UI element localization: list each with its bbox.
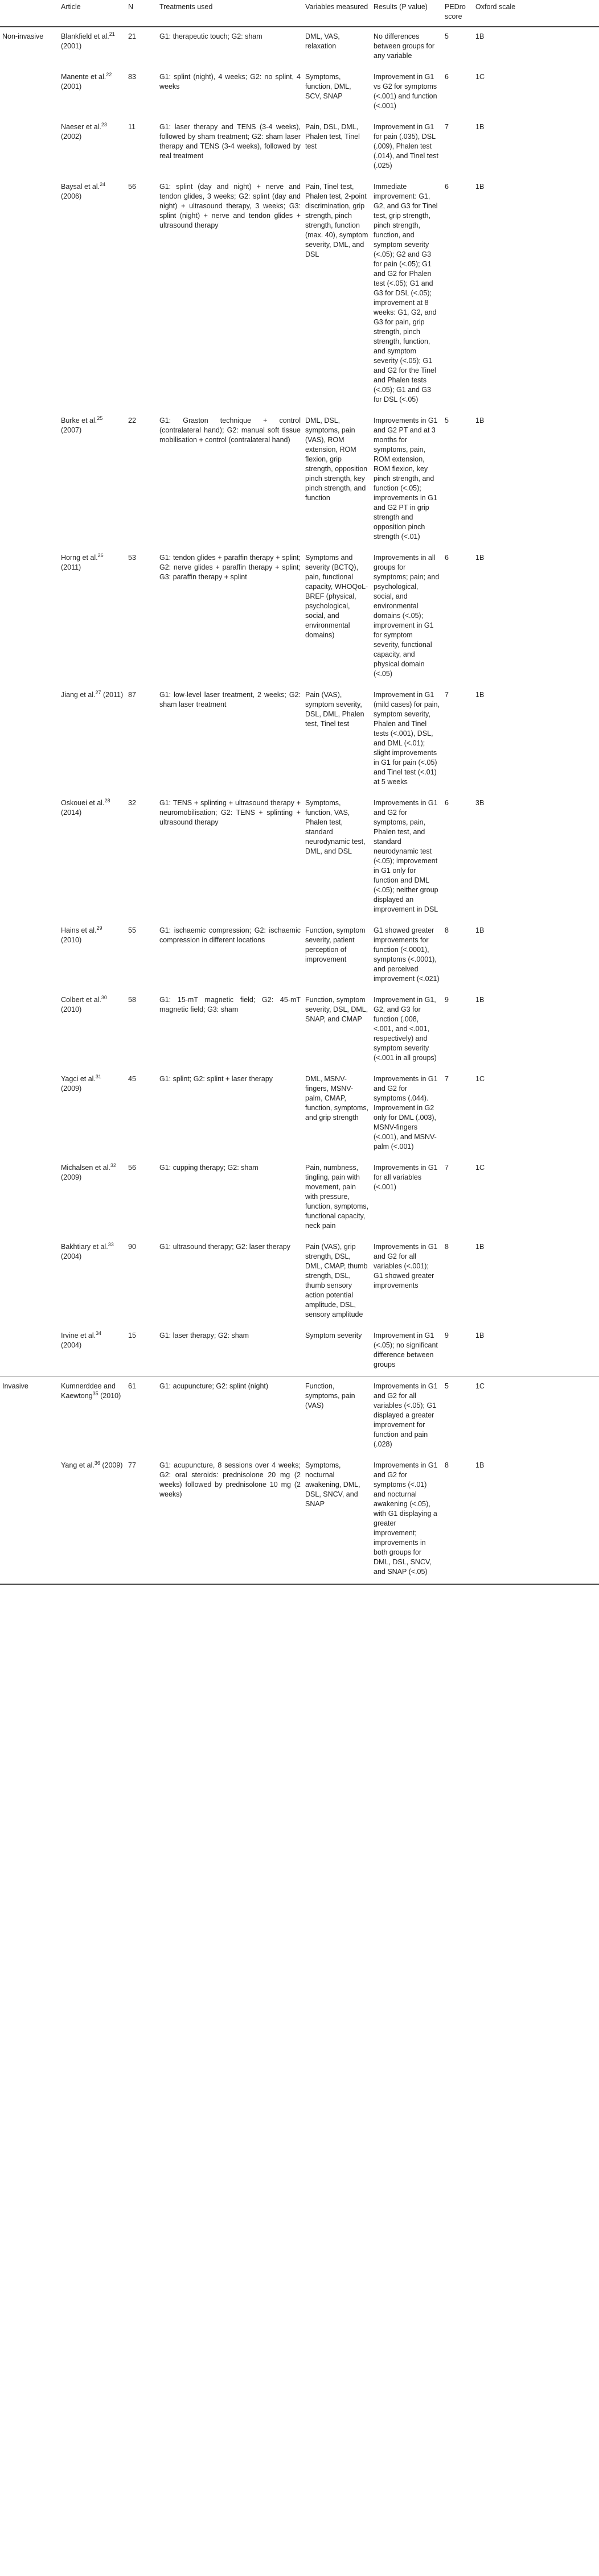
cell-variables: Pain (VAS), grip strength, DSL, DML, CMAP, thumb strength, DSL, thumb sensory action potential amplitude, DSL, sensory amplitude [305,1243,368,1318]
cell-group: Non-invasive [0,27,59,68]
cell-results: Improvements in all groups for symptoms; pain; and psychological, social, and environmental domains (<.05); improvement in G1 for symptom severity, functional capacity, and physical domain (<.05) [374,554,440,678]
article-year: (2006) [61,192,82,200]
article-year: (2009) [61,1085,82,1093]
cell-variables: Function, symptom severity, DSL, DML, SNAP, and CMAP [305,996,368,1023]
cell-variables: DML, VAS, relaxation [303,27,371,68]
table-row [0,794,599,921]
article-reference: 32 [110,1162,116,1168]
article-reference: 31 [95,1073,101,1079]
article-year: (2002) [61,133,82,141]
cell-results: Improvement in G1, G2, and G3 for function (.008, <.001, and <.001, respectively) and symptom severity (<.001 in all groups) [374,996,437,1062]
table-row [0,178,599,411]
cell-pedro: 6 [445,183,449,191]
cell-n: 22 [128,417,136,424]
cell-oxford: 1B [473,27,599,68]
cell-results: No differences between groups for any variable [371,27,442,68]
cell-treatments: G1: splint (night), 4 weeks; G2: no splint, 4 weeks [159,73,301,90]
article-reference: 26 [97,552,104,558]
cell-treatments: G1: laser therapy and TENS (3-4 weeks), followed by sham treatment; G2: sham laser therapy and TENS (3-4 weeks), followed by real treatment [159,123,301,160]
cell-n: 53 [128,554,136,562]
cell-pedro: 7 [445,691,449,699]
cell-results: Improvement in G1 (mild cases) for pain, symptom severity, Phalen and Tinel tests (<.001), DSL, and DML (<.01); slight improvements in G1 for pain (<.05) and Tinel test (<.01) at 5 weeks [374,691,440,786]
cell-article [59,549,126,686]
cell-pedro: 5 [445,417,449,424]
cell-pedro: 6 [445,554,449,562]
cell-variables: DML, DSL, symptoms, pain (VAS), ROM extension, ROM flexion, grip strength, opposition pinch strength, key pinch strength, and function [305,417,368,502]
cell-oxford: 1B [475,183,485,191]
cell-oxford: 1B [475,1243,485,1251]
cell-variables: Function, symptoms, pain (VAS) [303,1377,371,1457]
cell-group [0,1456,59,1584]
cell-article [59,794,126,921]
cell-oxford: 1C [475,73,485,81]
article-author: Yagci et al. [61,1075,96,1083]
article-author: Baysal et al. [61,183,100,191]
article-reference: 35 [92,1390,99,1396]
cell-treatments: G1: ultrasound therapy; G2: laser therapy [159,1243,290,1251]
cell-group [0,921,59,991]
article-reference: 25 [97,415,103,421]
cell-results: Improvements in G1 and G2 for symptoms (<.01) and nocturnal awakening (<.05), with G1 displaying a greater improvement; improvements in both groups for DML, DSL, SNCV, and SNAP (<.05) [371,1456,442,1584]
article-year: (2009) [61,1173,82,1181]
article-author: Oskouei et al. [61,799,105,807]
cell-n: 56 [128,1164,136,1172]
cell-variables: Symptoms, function, DML, SCV, SNAP [305,73,351,100]
cell-group [0,411,59,549]
article-author: Yang et al. [61,1461,95,1469]
cell-article [59,1456,126,1584]
article-author: Manente et al. [61,73,106,81]
cell-group [0,794,59,921]
cell-oxford: 1B [475,1332,485,1339]
cell-variables: Pain (VAS), symptom severity, DSL, DML, Phalen test, Tinel test [305,691,364,728]
cell-article [59,68,126,118]
cell-oxford: 1B [473,1456,599,1584]
cell-results: Improvement in G1 (<.05); no significant difference between groups [374,1332,438,1369]
header-results: Results (P value) [371,0,442,27]
table-row [0,1326,599,1377]
cell-treatments: G1: TENS + splinting + ultrasound therapy + neuromobilisation; G2: TENS + splinting + ultrasound therapy [159,799,301,826]
article-author: Hains et al. [61,926,97,934]
cell-results: Improvement in G1 vs G2 for symptoms (<.001) and function (<.001) [374,73,437,110]
article-author: Naeser et al. [61,123,101,131]
table-row [0,411,599,549]
article-author: Michalsen et al. [61,1164,110,1172]
cell-group [0,178,59,411]
cell-oxford: 1B [475,554,485,562]
cell-pedro: 8 [442,1456,473,1584]
cell-variables: Pain, DSL, DML, Phalen test, Tinel test [305,123,360,150]
article-reference: 21 [109,31,115,37]
table-body [0,27,599,1584]
article-year: (2001) [61,83,82,90]
cell-article [59,27,126,68]
article-year: (2011) [101,691,124,699]
cell-article [59,1159,126,1238]
table-row [0,686,599,794]
cell-results: Improvements in G1 and G2 for symptoms, pain, Phalen test, and standard neurodynamic test (<.05); improvement in G1 only for function and DML (<.05); neither group displayed an improvement in DSL [374,799,438,913]
cell-group [0,1326,59,1377]
cell-pedro: 9 [445,1332,449,1339]
cell-results: Improvements in G1 and G2 for all variables (<.001); G1 showed greater improvements [374,1243,438,1289]
header-pedro: PEDro score [442,0,473,27]
article-year: (2001) [61,42,82,50]
cell-variables: Function, symptom severity, patient perception of improvement [305,926,366,963]
cell-article [59,1377,126,1457]
header-oxford: Oxford scale [473,0,599,27]
cell-oxford: 1C [475,1075,485,1083]
table-row [0,68,599,118]
cell-treatments: G1: ischaemic compression; G2: ischaemic compression in different locations [159,926,301,944]
article-reference: 29 [96,925,102,931]
table-row [0,991,599,1070]
header-treatments: Treatments used [157,0,303,27]
cell-treatments: G1: cupping therapy; G2: sham [159,1164,259,1172]
cell-pedro: 7 [445,123,449,131]
cell-article [59,178,126,411]
cell-treatments: G1: Graston technique + control (contralateral hand); G2: manual soft tissue mobilisation + control (contralateral hand) [159,417,301,444]
cell-treatments: G1: acupuncture, 8 sessions over 4 weeks; G2: oral steroids: prednisolone 20 mg (2 weeks) followed by prednisolone 10 mg (2 weeks) [157,1456,303,1584]
cell-oxford: 1C [473,1377,599,1457]
cell-results: Immediate improvement: G1, G2, and G3 for Tinel test, grip strength, pinch strength, function, and symptom severity (<.05); G2 and G3 for pain (<.05); G1 and G2 for Phalen test (<.05); G1 and G3 for DSL (<.05); improvement at 8 weeks: G1, G2, and G3 for pain, grip strength, pinch strength, function, and symptom severity (<.05); G1 and G2 for the Tinel and Phalen tests (<.05); G1 and G3 for DSL (<.05) [374,183,438,403]
cell-treatments: G1: 15-mT magnetic field; G2: 45-mT magnetic field; G3: sham [159,996,301,1013]
article-reference: 28 [104,797,110,803]
table-row [0,1159,599,1238]
cell-n: 61 [126,1377,157,1457]
header-variables: Variables measured [303,0,371,27]
article-author: Colbert et al. [61,996,101,1004]
cell-pedro: 5 [442,27,473,68]
cell-n: 55 [128,926,136,934]
table-row [0,118,599,178]
cell-results: Improvements in G1 and G2 for all variables (<.05); G1 displayed a greater improvement for function and pain (.028) [371,1377,442,1457]
cell-variables: Pain, numbness, tingling, pain with movement, pain with pressure, function, symptoms, functional capacity, neck pain [305,1164,369,1230]
cell-treatments: G1: laser therapy; G2: sham [159,1332,249,1339]
cell-treatments: G1: tendon glides + paraffin therapy + splint; G2: nerve glides + paraffin therapy + splint; G3: paraffin therapy + splint [159,554,301,581]
cell-pedro: 7 [445,1075,449,1083]
cell-article [59,1238,126,1326]
cell-results: Improvement in G1 for pain (.035), DSL (.009), Phalen test (.014), and Tinel test (.025) [374,123,438,170]
cell-n: 45 [128,1075,136,1083]
cell-variables: Symptoms, nocturnal awakening, DML, DSL, SNCV, and SNAP [303,1456,371,1584]
cell-treatments: G1: therapeutic touch; G2: sham [157,27,303,68]
table-row [0,1377,599,1457]
cell-n: 90 [128,1243,136,1251]
article-author: Bakhtiary et al. [61,1243,108,1251]
cell-treatments: G1: acupuncture; G2: splint (night) [157,1377,303,1457]
cell-results: G1 showed greater improvements for function (<.0001), symptoms (<.0001), and perceived improvement (<.021) [374,926,440,983]
cell-group: Invasive [0,1377,59,1457]
cell-pedro: 6 [445,73,449,81]
article-author: Horng et al. [61,554,98,562]
cell-variables: Symptom severity [305,1332,362,1339]
article-year: (2011) [61,563,81,571]
cell-pedro: 8 [445,926,449,934]
table-header [0,0,599,27]
table-row [0,27,599,68]
article-year: (2010) [98,1392,121,1400]
cell-n: 21 [126,27,157,68]
article-reference: 22 [106,71,112,77]
article-author: Blankfield et al. [61,32,109,40]
cell-n: 77 [126,1456,157,1584]
cell-results: Improvements in G1 and G2 for symptoms (.044). Improvement in G2 only for DML (.003), MSNV-fingers (<.001), and MSNV-palm (<.001) [374,1075,438,1151]
cell-group [0,68,59,118]
cell-oxford: 1B [475,996,485,1004]
article-reference: 33 [108,1241,114,1247]
header-article: Article [59,0,126,27]
cell-article [59,1326,126,1377]
cell-oxford: 1B [475,417,485,424]
article-reference: 24 [100,181,106,187]
cell-group [0,1238,59,1326]
cell-group [0,1070,59,1159]
article-year: (2010) [61,936,82,944]
cell-group [0,549,59,686]
cell-group [0,991,59,1070]
article-year: (2004) [61,1341,82,1349]
article-author: Kumnerddee and Kaewtong [61,1382,116,1400]
table-row [0,549,599,686]
cell-article [59,1070,126,1159]
cell-n: 87 [128,691,136,699]
cell-results: Improvements in G1 and G2 PT and at 3 months for symptoms, pain, ROM extension, ROM flexion, key pinch strength, and function (<.05); improvements in G1 and G2 PT in grip strength and opposition pinch strength (<.01) [374,417,438,541]
cell-pedro: 9 [445,996,449,1004]
header-n: N [126,0,157,27]
cell-article [59,921,126,991]
article-reference: 27 [95,689,101,695]
article-reference: 34 [96,1330,102,1336]
cell-article [59,686,126,794]
cell-treatments: G1: splint (day and night) + nerve and tendon glides, 3 weeks; G2: splint (day and night) + ultrasound therapy, 3 weeks; G3: splint (night) + nerve and tendon glides + ultrasound therapy [159,183,301,229]
cell-n: 58 [128,996,136,1004]
cell-n: 56 [128,183,136,191]
cell-pedro: 8 [445,1243,449,1251]
cell-article [59,411,126,549]
article-year: (2010) [61,1005,82,1013]
cell-results: Improvements in G1 for all variables (<.001) [374,1164,438,1191]
header-group [0,0,59,27]
article-reference: 36 [94,1460,100,1466]
cell-oxford: 1C [475,1164,485,1172]
cell-n: 15 [128,1332,136,1339]
cell-pedro: 7 [445,1164,449,1172]
cell-pedro: 6 [445,799,449,807]
article-author: Burke et al. [61,417,97,424]
article-reference: 30 [101,994,107,1000]
cell-variables: Pain, Tinel test, Phalen test, 2-point discrimination, grip strength, pinch strength, function (max. 40), symptom severity, DML, and DSL [305,183,368,258]
cell-oxford: 1B [475,926,485,934]
article-author: Irvine et al. [61,1332,96,1339]
article-year: (2009) [100,1461,123,1469]
cell-oxford: 1B [475,123,485,131]
article-year: (2004) [61,1252,82,1260]
cell-variables: DML, MSNV-fingers, MSNV-palm, CMAP, function, symptoms, and grip strength [305,1075,369,1122]
article-author: Jiang et al. [61,691,96,699]
table-row [0,1238,599,1326]
cell-group [0,686,59,794]
table-row [0,1070,599,1159]
cell-article [59,118,126,178]
cell-group [0,118,59,178]
cell-n: 83 [128,73,136,81]
cell-oxford: 1B [475,691,485,699]
table-row [0,921,599,991]
cell-pedro: 5 [442,1377,473,1457]
cell-article [59,991,126,1070]
cell-n: 11 [128,123,136,131]
cell-variables: Symptoms and severity (BCTQ), pain, functional capacity, WHOQoL-BREF (physical, psychological, social, and environmental domains) [305,554,368,639]
cell-group [0,1159,59,1238]
article-year: (2007) [61,426,82,434]
cell-treatments: G1: splint; G2: splint + laser therapy [159,1075,273,1083]
article-reference: 23 [101,121,107,127]
table-row [0,1456,599,1584]
article-year: (2014) [61,809,82,817]
cell-variables: Symptoms, function, VAS, Phalen test, standard neurodynamic test, DML, and DSL [305,799,366,855]
cell-oxford: 3B [475,799,485,807]
cell-n: 32 [128,799,136,807]
cell-treatments: G1: low-level laser treatment, 2 weeks; G2: sham laser treatment [159,691,301,708]
